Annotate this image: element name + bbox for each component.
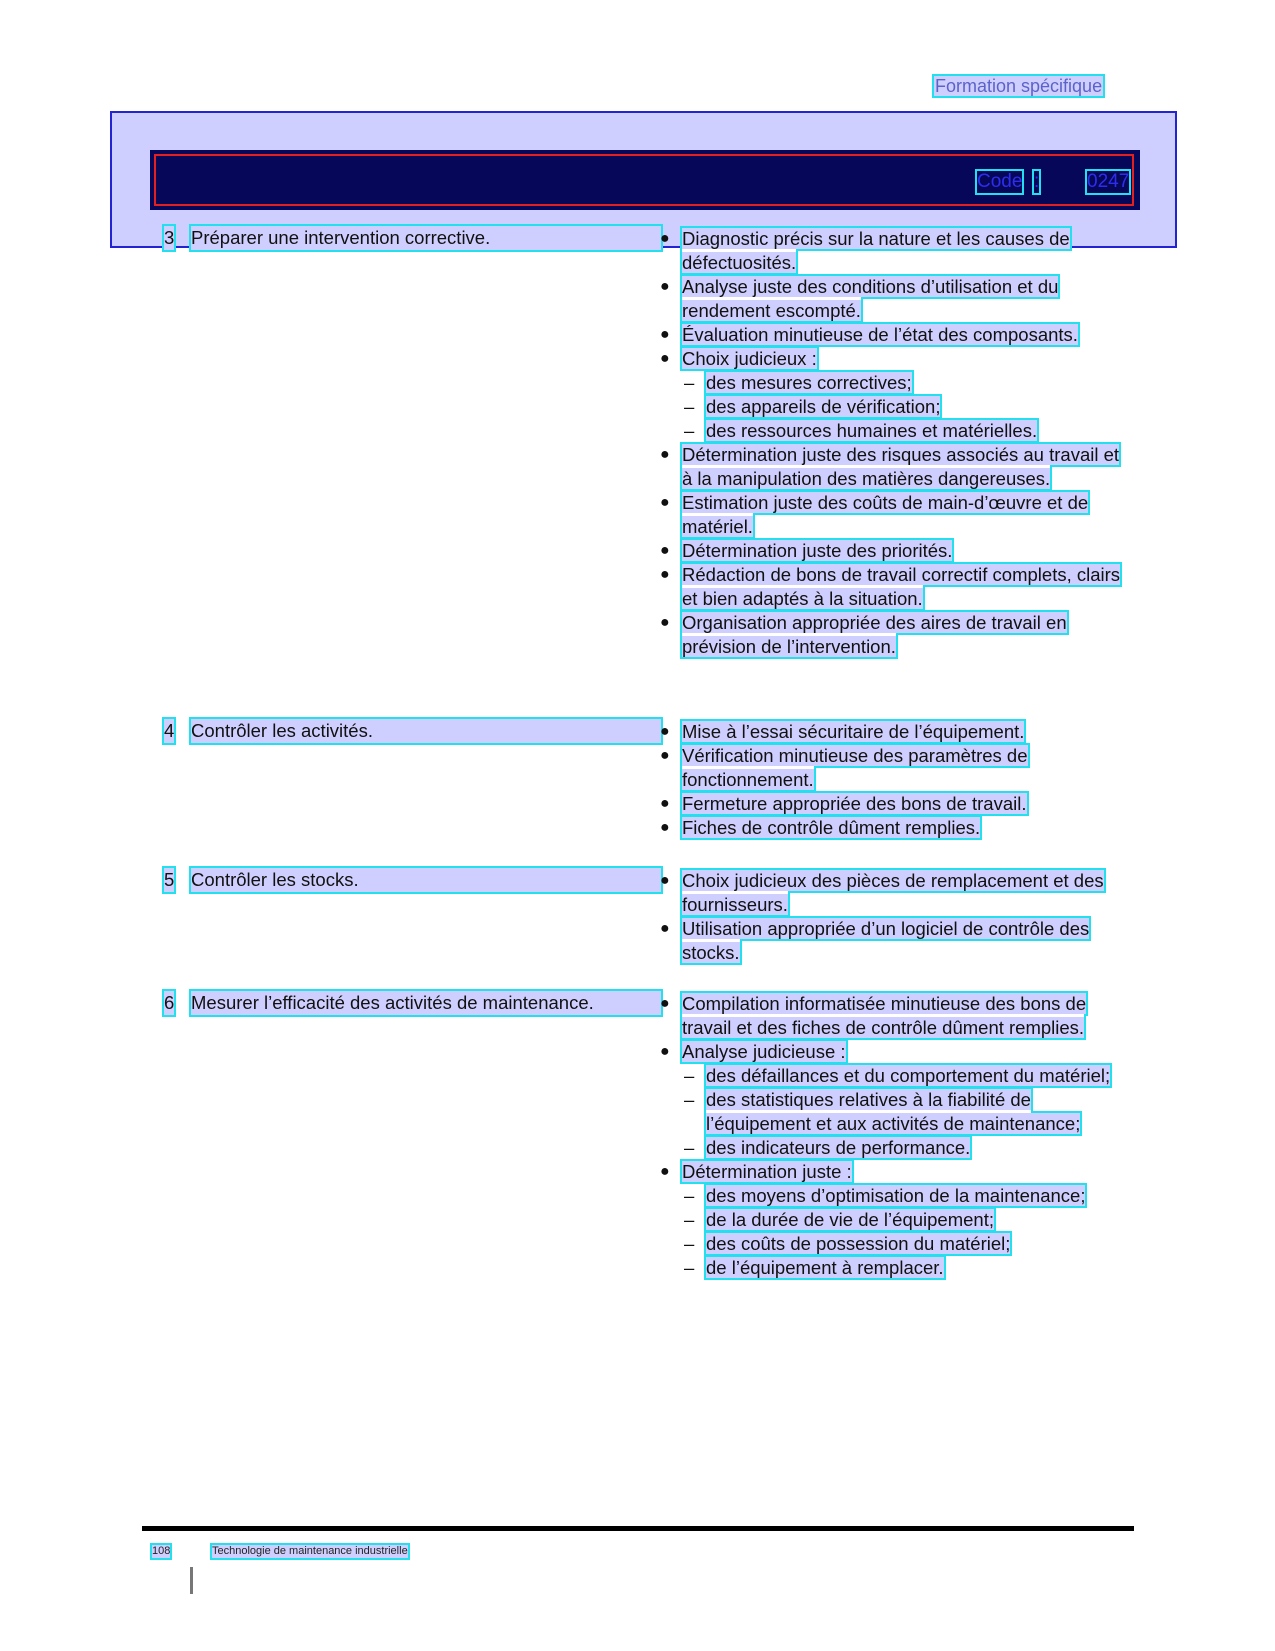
sub-criterion: de l’équipement à remplacer.: [706, 1257, 944, 1278]
code-value: 0247: [1087, 171, 1130, 192]
sub-criterion: de la durée de vie de l’équipement;: [706, 1209, 994, 1230]
criterion: Vérification minutieuse des paramètres de fonctionnement.: [682, 745, 1028, 790]
competency-number: 3: [164, 227, 175, 248]
margin-mark: [190, 1567, 193, 1594]
sub-criterion: des ressources humaines et matérielles.: [706, 420, 1038, 441]
criteria-list-5: ● Choix judicieux des pièces de remplacement et des fournisseurs. ● Utilisation appropriée d’un logiciel de contrôle des stocks.: [660, 870, 1104, 963]
criterion: Fiches de contrôle dûment remplies.: [682, 817, 981, 838]
criterion: Utilisation appropriée d’un logiciel de contrôle des stocks.: [682, 918, 1090, 963]
footer-rule: [142, 1526, 1134, 1531]
code-colon: :: [1034, 171, 1040, 192]
page-number: 108: [152, 1545, 171, 1557]
criterion: Choix judicieux des pièces de remplacement et des fournisseurs.: [682, 870, 1104, 915]
competency-title: Mesurer l’efficacité des activités de maintenance.: [191, 991, 661, 1015]
criterion: Détermination juste des risques associés au travail et à la manipulation des matières dangereuses.: [682, 444, 1120, 489]
criterion: Rédaction de bons de travail correctif complets, clairs et bien adaptés à la situation.: [682, 564, 1121, 609]
criterion: Estimation juste des coûts de main-d’œuvre et de matériel.: [682, 492, 1089, 537]
criterion: Analyse juste des conditions d’utilisation et du rendement escompté.: [682, 276, 1059, 321]
sub-criterion: des mesures correctives;: [706, 372, 912, 393]
sub-criterion: des indicateurs de performance.: [706, 1137, 971, 1158]
competency-number: 4: [164, 720, 175, 741]
criterion: Évaluation minutieuse de l’état des composants.: [682, 324, 1078, 345]
criterion: Détermination juste des priorités.: [682, 540, 953, 561]
sub-criterion: des défaillances et du comportement du matériel;: [706, 1065, 1111, 1086]
competency-title: Contrôler les stocks.: [191, 868, 661, 892]
criterion: Compilation informatisée minutieuse des bons de travail et des fiches de contrôle dûment remplies.: [682, 993, 1087, 1038]
criterion: Analyse judicieuse :: [682, 1041, 846, 1062]
criterion: Choix judicieux :: [682, 348, 817, 369]
criterion: Diagnostic précis sur la nature et les causes de défectuosités.: [682, 228, 1070, 273]
sub-criterion: des coûts de possession du matériel;: [706, 1233, 1011, 1254]
criterion: Détermination juste :: [682, 1161, 852, 1182]
code-label: Code: [977, 171, 1023, 192]
sub-criterion: des moyens d’optimisation de la maintenance;: [706, 1185, 1086, 1206]
criteria-list-6: ● Compilation informatisée minutieuse des bons de travail et des fiches de contrôle dûment remplies. ● Analyse judicieuse : – des défaillances et du comportement du matériel; – des statistiques relatives à la fiabilité de l’équipement et aux activités de maintenance; – des indicateurs de performance. ● Détermination juste : – des moyens d’optimisation de la maintenance; – de la durée de vie de l’équipement; – des coûts de possession du matériel; – de l’équipement à remplacer.: [660, 993, 1111, 1278]
criterion: Organisation appropriée des aires de travail en prévision de l’intervention.: [682, 612, 1067, 657]
competency-title: Préparer une intervention corrective.: [191, 226, 661, 250]
criteria-list-4: ● Mise à l’essai sécuritaire de l’équipement. ● Vérification minutieuse des paramètres de fonctionnement. ● Fermeture appropriée des bons de travail. ● Fiches de contrôle dûment remplies.: [660, 721, 1028, 838]
competency-number: 5: [164, 869, 175, 890]
competency-title: Contrôler les activités.: [191, 719, 661, 743]
sub-criterion: des appareils de vérification;: [706, 396, 941, 417]
competency-number: 6: [164, 992, 175, 1013]
criteria-list-3: ● Diagnostic précis sur la nature et les causes de défectuosités. ● Analyse juste des conditions d’utilisation et du rendement escompté. ● Évaluation minutieuse de l’état des composants. ● Choix judicieux : – des mesures correctives; – des appareils de vérification; – des ressources humaines et matérielles. ● Détermination juste des risques associés au travail et à la manipulation des matières dangereuses. ● Estimation juste des coûts de main-d’œuvre et de matériel. ● Détermination juste des priorités. ● Rédaction de bons de travail correctif complets, clairs et bien adaptés à la situation. ● Organisation appropriée des aires de travail en prévision de l’intervention.: [660, 228, 1121, 657]
sub-criterion: des statistiques relatives à la fiabilité de l’équipement et aux activités de maintenance;: [706, 1089, 1081, 1134]
criterion: Mise à l’essai sécuritaire de l’équipement.: [682, 721, 1025, 742]
criterion: Fermeture appropriée des bons de travail.: [682, 793, 1027, 814]
formation-label: Formation spécifique: [935, 76, 1103, 96]
footer-title: Technologie de maintenance industrielle: [212, 1545, 408, 1557]
